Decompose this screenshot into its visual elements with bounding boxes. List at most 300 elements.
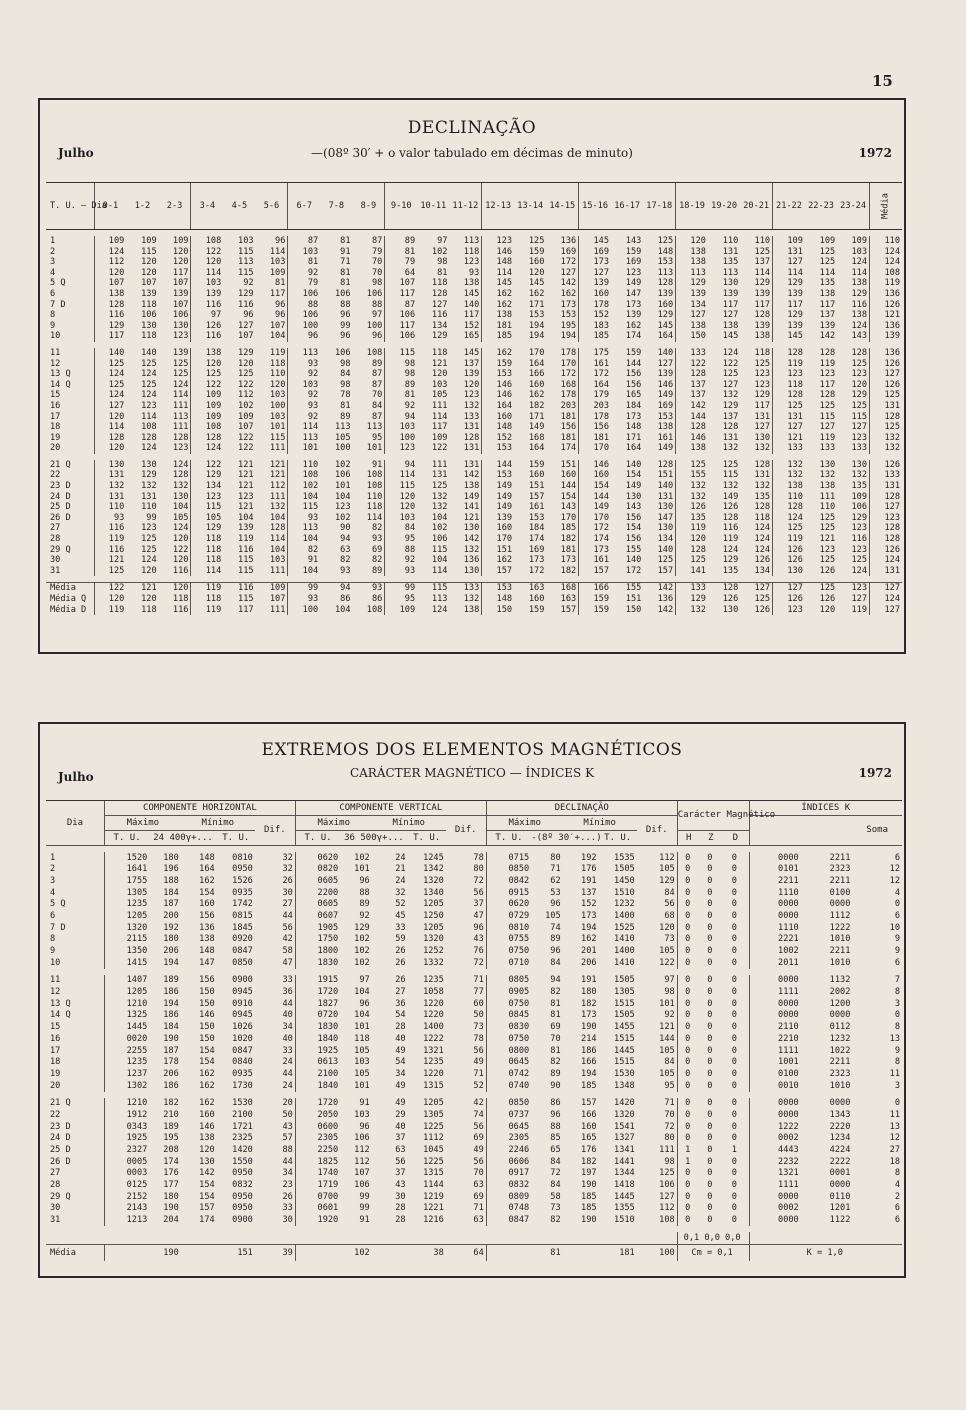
v-min-val: 26 [395, 975, 406, 986]
decl-value: 125 [851, 555, 867, 566]
carac-h: 0 [677, 1045, 699, 1057]
decl-value: 142 [657, 604, 674, 615]
decl-value: 127 [851, 594, 867, 604]
decl-value: 118 [431, 347, 448, 358]
decl-value: 156 [625, 379, 642, 390]
decl-value: 120 [528, 267, 545, 278]
decl-value: 124 [851, 320, 867, 331]
decl-value: 115 [141, 246, 157, 257]
decl-value: 172 [579, 523, 611, 534]
decl-value: 116 [191, 331, 223, 342]
decl-value: 126 [773, 545, 805, 556]
decl-value: 109 [172, 236, 189, 246]
v-min-val: 49 [395, 1080, 406, 1091]
d-dif: 71 [664, 1098, 675, 1109]
k-indices-2: 2323 [829, 864, 851, 875]
decl-value: 133 [676, 348, 708, 359]
decl-value: 140 [141, 347, 157, 358]
decl-value: 132 [676, 492, 708, 503]
decl-value: 114 [269, 246, 286, 257]
d-max-val: 84 [550, 1156, 561, 1167]
decl-value: 181 [560, 411, 577, 422]
decl-value: 79 [385, 257, 417, 268]
decl-value: 152 [463, 320, 480, 331]
decl-value: 124 [754, 523, 771, 534]
k-soma: 0 [894, 1098, 900, 1109]
carac-h: 0 [677, 1203, 699, 1215]
h-min-tu: 2325 [232, 1133, 253, 1144]
decl-value: 121 [269, 470, 286, 481]
decl-row [46, 321, 902, 332]
v-min-val: 26 [395, 946, 406, 957]
decl-value: 103 [431, 379, 448, 390]
decl-value: 126 [676, 502, 708, 513]
h-max-tu: 1235 [104, 1057, 149, 1069]
decl-day: 15 [50, 390, 61, 401]
decl-value: 172 [579, 369, 611, 380]
decl-value: 103 [238, 236, 254, 246]
decl-value: 91 [371, 459, 383, 470]
decl-value: 102 [238, 400, 254, 411]
h-min-tu: 0920 [232, 934, 253, 945]
ext-day: 9 [50, 946, 56, 957]
decl-value: 138 [676, 247, 708, 258]
decl-value: 127 [819, 422, 836, 433]
decl-value: 173 [579, 545, 611, 556]
d-dif: 120 [659, 922, 675, 933]
decl-media: 124 [870, 257, 903, 268]
decl-value: 145 [773, 331, 805, 342]
carac-d: 0 [731, 1045, 737, 1056]
decl-value: 164 [625, 443, 642, 454]
v-max-tu: 1750 [295, 934, 340, 946]
v-max-tu: 1720 [295, 987, 340, 999]
decl-value: 98 [385, 369, 417, 380]
decl-value: 194 [528, 331, 545, 342]
decl-value: 139 [773, 321, 805, 332]
decl-value: 116 [172, 604, 189, 615]
extremes-title: EXTREMOS DOS ELEMENTOS MAGNÉTICOS [261, 740, 683, 760]
extremes-year: 1972 [858, 766, 892, 780]
decl-value: 168 [546, 583, 578, 594]
h-min-tu: 1721 [232, 1121, 253, 1132]
decl-value: 121 [238, 459, 254, 470]
decl-value: 115 [385, 348, 417, 359]
v-max-val: 96 [359, 1121, 370, 1132]
d-min-val: 152 [581, 899, 597, 910]
decl-value: 104 [172, 502, 189, 513]
k-soma: 6 [894, 910, 900, 921]
decl-value: 118 [191, 594, 223, 605]
carac-d: 0 [731, 922, 737, 933]
decl-value: 151 [560, 459, 577, 470]
d-max-val: 81 [550, 1010, 561, 1021]
decl-value: 178 [560, 390, 577, 401]
decl-value: 102 [431, 246, 448, 257]
decl-value: 125 [676, 555, 708, 566]
ext-day: 27 [50, 1168, 61, 1179]
v-dif: 72 [473, 957, 484, 968]
decl-value: 125 [819, 555, 836, 566]
decl-value: 123 [238, 491, 254, 502]
decl-value: 111 [269, 604, 286, 615]
decl-value: 145 [463, 347, 480, 358]
decl-value: 98 [437, 257, 448, 268]
k-indices-2: 1010 [829, 957, 851, 968]
d-dif: 68 [664, 910, 675, 921]
h-min-val: 154 [199, 1191, 215, 1202]
decl-value: 119 [851, 604, 867, 615]
h-dif: 44 [282, 910, 293, 921]
decl-value: 116 [94, 310, 126, 321]
decl-value: 148 [482, 257, 514, 268]
d-max-tu: 0915 [486, 887, 531, 899]
decl-value: 120 [141, 565, 157, 576]
decl-value: 121 [819, 534, 836, 545]
h-dif: 32 [282, 864, 293, 875]
v-min-tu: 1235 [423, 975, 444, 986]
decl-value: 131 [463, 422, 480, 433]
decl-value: 139 [463, 369, 480, 380]
decl-value: 148 [482, 422, 514, 433]
carac-h: 0 [677, 1180, 699, 1192]
carac-z: 0 [707, 1080, 713, 1091]
v-max-media: 102 [295, 1245, 371, 1262]
carac-d: 0 [731, 1191, 737, 1202]
decl-value: 129 [431, 331, 448, 342]
decl-row [46, 278, 902, 289]
decl-value: 133 [851, 443, 867, 454]
decl-value: 145 [657, 320, 674, 331]
h-max-tu: 1755 [104, 875, 149, 887]
decl-value: 130 [463, 523, 480, 534]
decl-value: 129 [851, 512, 867, 523]
decl-value: 185 [579, 331, 611, 342]
decl-value: 120 [269, 379, 286, 390]
h-dif: 47 [282, 957, 293, 968]
decl-value: 116 [238, 544, 254, 555]
ext-row [46, 934, 902, 946]
d-dif: 111 [659, 1145, 675, 1156]
k-soma: 6 [894, 1203, 900, 1214]
decl-row [46, 513, 902, 524]
decl-value: 87 [288, 236, 320, 247]
decl-value: 159 [482, 359, 514, 370]
decl-row [46, 545, 902, 556]
h-max-val: 188 [163, 875, 179, 886]
carac-d: 0 [731, 1180, 737, 1191]
v-min-val: 43 [395, 1180, 406, 1191]
decl-value: 123 [191, 492, 223, 503]
decl-value: 133 [819, 443, 836, 454]
decl-value: 123 [141, 523, 157, 534]
v-min-val: 37 [395, 1133, 406, 1144]
decl-value: 128 [773, 348, 805, 359]
k-indices-1: 0000 [749, 975, 801, 987]
decl-value: 143 [625, 502, 642, 513]
decl-value: 118 [141, 604, 157, 615]
decl-media: 132 [870, 443, 903, 454]
decl-value: 115 [417, 583, 449, 594]
d-min-tu: 1410 [614, 957, 635, 968]
v-dif: 78 [473, 1033, 484, 1044]
d-min-tu: 1418 [614, 1180, 635, 1191]
v-max-val: 89 [359, 899, 370, 910]
decl-value: 163 [514, 583, 546, 594]
decl-value: 123 [463, 257, 480, 268]
decl-value: 96 [340, 331, 351, 342]
decl-value: 132 [851, 470, 867, 481]
decl-media: 128 [870, 534, 903, 545]
v-min-val: 33 [395, 922, 406, 933]
d-max-tu: 2305 [486, 1133, 531, 1145]
decl-value: 132 [754, 443, 771, 454]
h-max-tu: 1302 [104, 1080, 149, 1092]
decl-value: 87 [385, 300, 417, 311]
decl-value: 126 [819, 565, 836, 576]
decl-value: 130 [625, 491, 642, 502]
decl-value: 139 [625, 310, 642, 321]
decl-value: 138 [819, 288, 836, 299]
decl-row [46, 412, 902, 423]
decl-value: 127 [722, 310, 739, 321]
decl-value: 117 [754, 400, 771, 411]
ext-row [46, 1168, 902, 1180]
ext-d-max-header: Máximo [486, 816, 562, 831]
carac-z: 0 [707, 1098, 713, 1109]
decl-value: 109 [851, 236, 867, 246]
carac-h: 0 [677, 987, 699, 999]
d-dif: 112 [659, 1203, 675, 1214]
declination-panel [38, 98, 906, 654]
decl-media: 125 [870, 390, 903, 401]
decl-value: 88 [340, 299, 351, 310]
v-dif: 56 [473, 1045, 484, 1056]
d-min-tu: 1505 [614, 864, 635, 875]
decl-value: 92 [385, 401, 417, 412]
d-max-val: 89 [550, 1068, 561, 1079]
decl-value: 131 [773, 412, 805, 423]
k-indices-1: 2211 [749, 875, 801, 887]
decl-value: 127 [773, 583, 805, 594]
decl-value: 130 [754, 432, 771, 443]
decl-value: 116 [191, 300, 223, 311]
decl-value: 88 [371, 299, 383, 310]
decl-hour-header: 7-8 [320, 183, 352, 230]
decl-value: 178 [579, 412, 611, 423]
decl-value: 129 [676, 278, 708, 289]
v-max-tu: 1840 [295, 1033, 340, 1045]
h-max-tu: 1237 [104, 1068, 149, 1080]
ext-day: 11 [50, 975, 61, 986]
decl-value: 108 [288, 470, 320, 481]
decl-value: 117 [385, 321, 417, 332]
h-max-val: 180 [163, 934, 179, 945]
carac-z: 0 [707, 957, 713, 968]
decl-day: 31 [50, 565, 61, 576]
decl-value: 132 [722, 390, 739, 401]
decl-value: 129 [754, 390, 771, 401]
h-max-tu: 1235 [104, 899, 149, 911]
decl-value: 159 [528, 246, 545, 257]
d-min-val: 160 [581, 1121, 597, 1132]
d-max-tu: 0740 [486, 1080, 531, 1092]
decl-value: 138 [482, 310, 514, 321]
h-max-tu: 1205 [104, 910, 149, 922]
carac-d: 0 [731, 1022, 737, 1033]
decl-value: 117 [463, 310, 480, 321]
v-dif: 76 [473, 946, 484, 957]
decl-value: 126 [773, 555, 805, 566]
decl-value: 88 [385, 545, 417, 556]
decl-row [46, 481, 902, 492]
v-max-tu: 0600 [295, 1121, 340, 1133]
decl-value: 115 [238, 555, 254, 566]
decl-value: 170 [482, 534, 514, 545]
decl-value: 127 [431, 299, 448, 310]
decl-value: 125 [191, 369, 223, 380]
v-max-tu: 1920 [295, 1215, 340, 1227]
decl-value: 128 [722, 512, 739, 523]
decl-media: 108 [870, 268, 903, 279]
carac-d: 0 [731, 987, 737, 998]
decl-value: 114 [431, 565, 448, 576]
decl-value: 184 [625, 400, 642, 411]
decl-value: 126 [754, 604, 771, 615]
k-indices-2: 2211 [829, 946, 851, 957]
decl-row [46, 401, 902, 412]
decl-value: 135 [819, 278, 836, 289]
decl-value: 149 [625, 481, 642, 492]
k-soma: 8 [894, 1022, 900, 1033]
decl-value: 144 [560, 481, 577, 492]
ext-day: 20 [50, 1080, 61, 1091]
d-min-tu: 1505 [614, 975, 635, 986]
decl-value: 203 [579, 401, 611, 412]
decl-value: 124 [94, 369, 126, 380]
decl-value: 91 [288, 555, 320, 566]
k-indices-2: 1122 [829, 1215, 851, 1226]
h-min-val: 162 [199, 1080, 215, 1091]
decl-value: 110 [366, 491, 383, 502]
h-min-tu: 1526 [232, 875, 253, 886]
decl-value: 184 [528, 523, 545, 534]
decl-value: 120 [94, 443, 126, 454]
decl-value: 132 [754, 481, 771, 492]
decl-value: 149 [657, 390, 674, 401]
decl-value: 153 [657, 257, 674, 268]
decl-value: 113 [431, 594, 448, 604]
d-max-tu: 0905 [486, 987, 531, 999]
d-min-tu: 1305 [614, 987, 635, 998]
decl-value: 135 [851, 481, 867, 492]
v-min-val: 24 [395, 875, 406, 886]
carac-h: 1 [677, 1156, 699, 1168]
decl-media: 128 [870, 412, 903, 423]
decl-media: 128 [870, 492, 903, 503]
ext-row [46, 864, 902, 876]
decl-value: 93 [288, 594, 320, 605]
decl-value: 84 [385, 523, 417, 534]
decl-value: 117 [431, 422, 448, 433]
decl-value: 114 [141, 411, 157, 422]
v-min-tu: 1220 [423, 1068, 444, 1079]
d-min-val: 176 [581, 864, 597, 875]
decl-row [46, 268, 902, 279]
extremes-panel [38, 722, 906, 1278]
decl-value: 139 [141, 288, 157, 299]
decl-value: 127 [657, 358, 674, 369]
decl-value: 164 [482, 401, 514, 412]
decl-media: 136 [870, 321, 903, 332]
decl-value: 124 [191, 443, 223, 454]
decl-row [46, 422, 902, 433]
decl-value: 109 [141, 236, 157, 246]
v-max-val: 129 [354, 922, 370, 933]
h-min-val: 156 [199, 975, 215, 986]
decl-value: 103 [269, 555, 286, 566]
decl-row [46, 502, 902, 513]
decl-value: 128 [754, 502, 771, 513]
d-dif-media: 100 [637, 1245, 677, 1262]
v-dif: 96 [473, 922, 484, 933]
h-max-val: 186 [163, 1010, 179, 1021]
decl-value: 109 [773, 236, 805, 247]
decl-value: 172 [625, 565, 642, 576]
d-min-tu: 1510 [614, 887, 635, 898]
h-max-val: 195 [163, 1133, 179, 1144]
decl-value: 117 [819, 299, 836, 310]
decl-value: 93 [353, 583, 385, 594]
v-dif: 37 [473, 899, 484, 910]
decl-value: 70 [371, 257, 383, 268]
decl-value: 113 [172, 411, 189, 422]
d-dif: 56 [664, 899, 675, 910]
d-max-tu: 0729 [486, 910, 531, 922]
decl-value: 116 [851, 534, 867, 545]
decl-value: 125 [94, 566, 126, 577]
decl-media: 125 [870, 422, 903, 433]
decl-value: 116 [223, 583, 255, 594]
k-indices-2: 1222 [829, 922, 851, 933]
decl-value: 114 [288, 422, 320, 433]
decl-value: 140 [463, 299, 480, 310]
d-dif: 84 [664, 1057, 675, 1068]
decl-value: 169 [625, 257, 642, 268]
v-max-tu: 1830 [295, 957, 340, 969]
carac-h: 0 [677, 1022, 699, 1034]
decl-value: 100 [269, 400, 286, 411]
decl-value: 123 [851, 369, 867, 380]
decl-value: 104 [334, 491, 351, 502]
decl-hour-header: 15-16 [579, 183, 611, 230]
decl-value: 125 [238, 369, 254, 380]
v-max-val: 91 [359, 1215, 370, 1226]
decl-value: 126 [191, 321, 223, 332]
decl-value: 137 [819, 310, 836, 321]
decl-value: 94 [385, 412, 417, 423]
decl-value: 98 [340, 379, 351, 390]
decl-value: 169 [560, 246, 577, 257]
v-min-tu: 1400 [423, 1022, 444, 1033]
decl-value: 127 [676, 310, 708, 321]
k-soma: 11 [889, 1068, 900, 1079]
v-max-tu: 2200 [295, 887, 340, 899]
decl-value: 92 [288, 412, 320, 423]
carac-h: 0 [677, 1098, 699, 1110]
decl-value: 118 [141, 299, 157, 310]
decl-value: 135 [722, 565, 739, 576]
